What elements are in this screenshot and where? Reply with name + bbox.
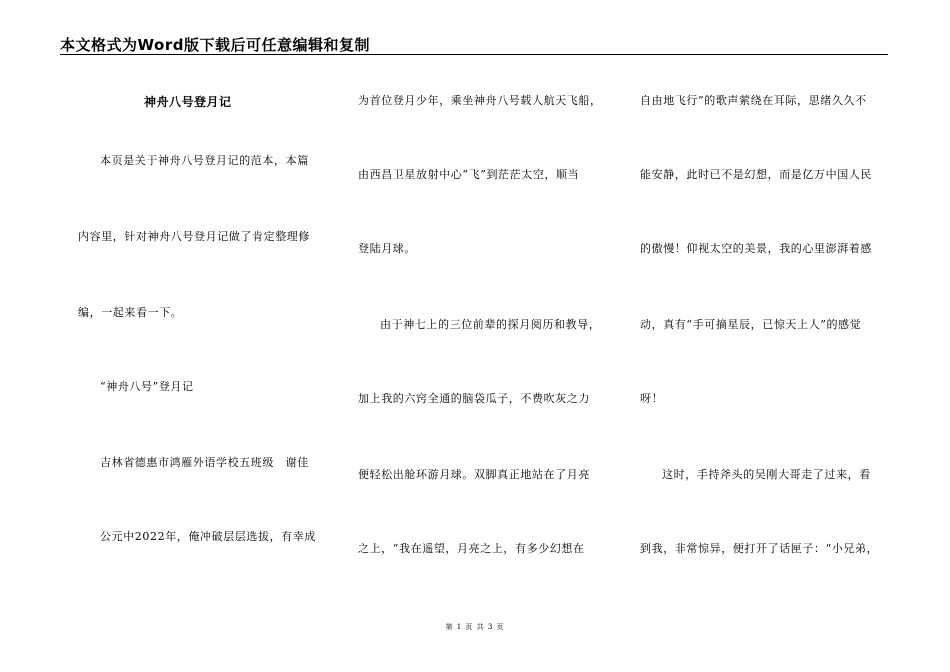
text-line: 为首位登月少年，乘坐神舟八号载人航天飞船，	[358, 94, 602, 107]
text-line: 这时，手持斧头的吴刚大哥走了过来，看	[662, 468, 871, 481]
text-line: 吉林省德惠市鸿雁外语学校五班级 谢佳	[100, 456, 309, 469]
text-line: 内容里，针对神舟八号登月记做了肯定整理修	[78, 230, 310, 243]
text-line: 本页是关于神舟八号登月记的范本，本篇	[100, 154, 309, 167]
text-line: 加上我的六窍全通的脑袋瓜子，不费吹灰之力	[358, 392, 590, 405]
text-line: 之上，“我在遥望，月亮之上，有多少幻想在	[358, 542, 585, 555]
text-line: 登陆月球。	[358, 242, 416, 255]
text-line: 能安静，此时已不是幻想，而是亿万中国人民	[640, 168, 872, 181]
document-title: 神舟八号登月记	[144, 95, 232, 109]
text-line: 公元中2022年，俺冲破层层选拔，有幸成	[100, 530, 316, 543]
text-line: 到我，非常惊异，便打开了话匣子：“小兄弟，	[640, 542, 879, 555]
page-number: 第 1 页 共 3 页	[445, 623, 505, 631]
header-divider	[60, 54, 888, 55]
text-line: 由于神七上的三位前辈的探月阅历和教导，	[380, 318, 601, 331]
subtitle-line: “神舟八号”登月记	[100, 380, 194, 393]
text-line: 编，一起来看一下。	[78, 306, 183, 319]
text-line: 自由地飞行”的歌声萦绕在耳际，思绪久久不	[640, 94, 867, 107]
text-line: 便轻松出舱环游月球。双脚真正地站在了月亮	[358, 468, 590, 481]
text-line: 呀！	[640, 392, 664, 405]
text-line: 的傲慢！仰视太空的美景，我的心里澎湃着感	[640, 242, 872, 255]
text-line: 动，真有“手可摘星辰，已惊天上人”的感觉	[640, 318, 862, 331]
header-title: 本文格式为Word版下载后可任意编辑和复制	[60, 36, 370, 54]
text-line: 由西昌卫星放射中心“飞”到茫茫太空，顺当	[358, 168, 580, 181]
